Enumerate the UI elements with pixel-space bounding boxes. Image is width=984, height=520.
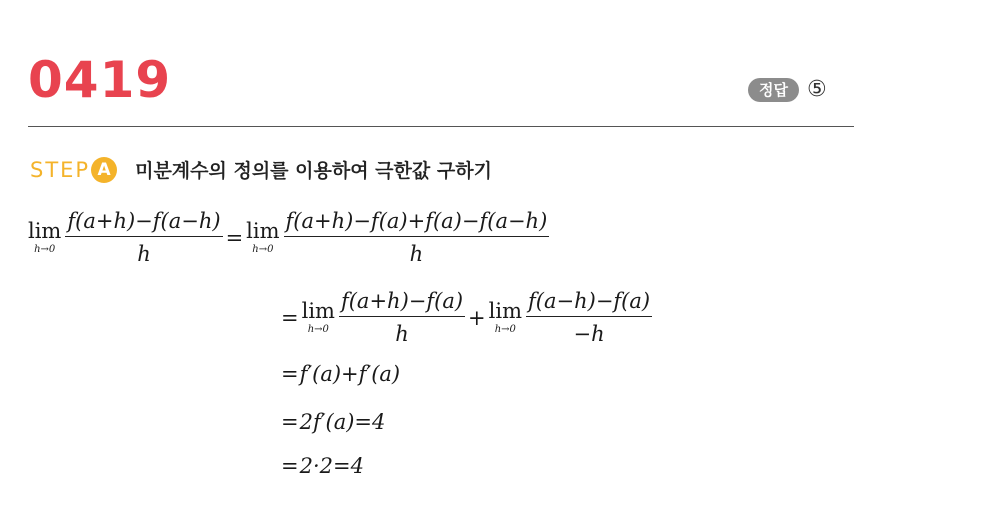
fraction bbox=[339, 288, 465, 347]
equation-line-1 bbox=[26, 208, 551, 267]
divider bbox=[28, 126, 854, 127]
expression: 2f′(a)=4 bbox=[299, 410, 386, 434]
problem-number: 0419 bbox=[28, 51, 172, 109]
limit-subscript: h→0 bbox=[34, 243, 56, 255]
limit-subscript: h→0 bbox=[494, 323, 516, 335]
denominator: −h bbox=[573, 322, 605, 346]
answer-badge: 정답 bbox=[748, 78, 799, 102]
denominator: h bbox=[137, 242, 151, 266]
fraction bbox=[65, 208, 222, 267]
step-title: 미분계수의 정의를 이용하여 극한값 구하기 bbox=[135, 160, 492, 182]
expression: 2·2=4 bbox=[299, 454, 364, 478]
step-word: STEP bbox=[30, 157, 91, 182]
limit-operator bbox=[246, 220, 279, 256]
numerator: f(a+h)−f(a)+f(a)−f(a−h) bbox=[285, 209, 548, 233]
step-heading bbox=[30, 156, 492, 183]
limit-subscript: h→0 bbox=[307, 323, 329, 335]
equation-line-2 bbox=[280, 288, 654, 347]
denominator: h bbox=[409, 242, 424, 266]
equation-line-5 bbox=[280, 454, 364, 478]
equals-sign: = bbox=[281, 305, 299, 330]
equation-line-4 bbox=[280, 410, 385, 434]
plus-sign: + bbox=[468, 305, 486, 330]
fraction bbox=[284, 208, 550, 267]
equals-sign: = bbox=[281, 362, 299, 386]
equation-line-3 bbox=[280, 362, 400, 386]
limit-word: lim bbox=[246, 218, 280, 243]
numerator: f(a+h)−f(a−h) bbox=[67, 209, 221, 233]
limit-operator bbox=[302, 300, 335, 336]
fraction bbox=[526, 288, 652, 347]
equals-sign: = bbox=[281, 454, 299, 478]
limit-word: lim bbox=[488, 298, 523, 323]
equals-sign: = bbox=[281, 410, 299, 434]
limit-subscript: h→0 bbox=[252, 243, 274, 255]
numerator: f(a+h)−f(a) bbox=[340, 289, 464, 313]
denominator: h bbox=[395, 322, 409, 346]
limit-operator bbox=[28, 220, 61, 256]
expression: f′(a)+f′(a) bbox=[299, 362, 401, 386]
limit-word: lim bbox=[28, 218, 62, 243]
limit-operator bbox=[489, 300, 522, 336]
step-letter-badge: A bbox=[91, 157, 117, 183]
limit-word: lim bbox=[301, 298, 335, 323]
answer bbox=[748, 78, 827, 102]
numerator: f(a−h)−f(a) bbox=[528, 289, 651, 313]
answer-value: ⑤ bbox=[806, 77, 827, 102]
equals-sign: = bbox=[225, 225, 244, 250]
